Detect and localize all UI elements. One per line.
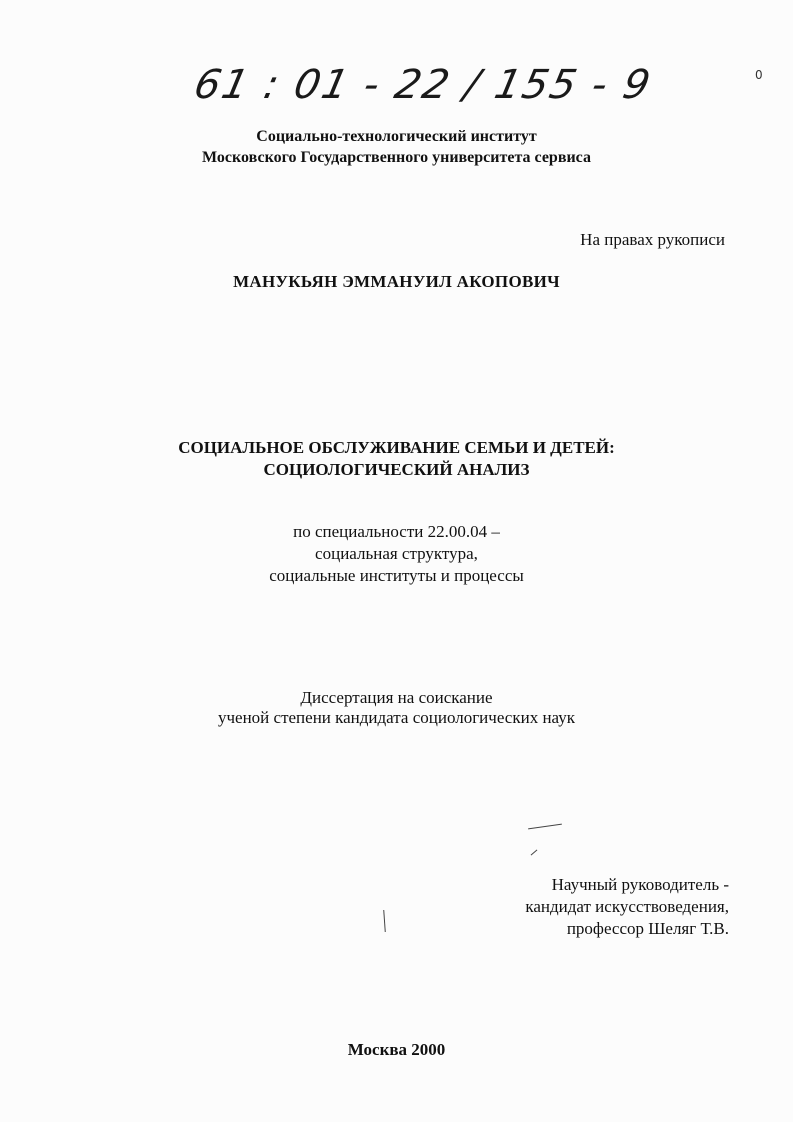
scan-mark-tick [531,850,538,856]
specialty-line-3: социальные институты и процессы [269,566,524,585]
author-name: МАНУКЬЯН ЭММАНУИЛ АКОПОВИЧ [233,272,560,291]
scan-mark-bar [383,910,386,932]
institute-header [0,126,793,168]
city-year: Москва 2000 [347,1040,446,1059]
specialty-line-2: социальная структура, [315,544,478,563]
dissertation-title [0,437,793,481]
archive-code: 61 : 01 - 22 / 155 - 9 [190,62,656,108]
scan-mark-dash [528,824,562,830]
supervisor-line-3: профессор Шеляг Т.В. [566,919,729,938]
specialty-line-1: по специальности 22.00.04 – [293,522,500,541]
supervisor-line-2: кандидат искусствоведения, [525,897,729,916]
title-line-1: СОЦИАЛЬНОЕ ОБСЛУЖИВАНИЕ СЕМЬИ И ДЕТЕЙ: [178,438,615,457]
corner-mark: 0 [755,68,763,82]
institute-line-1: Социально-технологический институт [256,128,537,145]
manuscript-rights: На правах рукописи [580,230,725,249]
degree-line-2: ученой степени кандидата социологических наук [217,708,575,727]
supervisor-line-1: Научный руководитель - [551,875,729,894]
specialty-block [0,521,793,587]
supervisor-block [525,874,729,940]
title-line-2: СОЦИОЛОГИЧЕСКИЙ АНАЛИЗ [263,460,530,479]
degree-block [0,688,793,728]
degree-line-1: Диссертация на соискание [300,688,493,707]
institute-line-2: Московского Государственного университета сервиса [202,149,591,166]
